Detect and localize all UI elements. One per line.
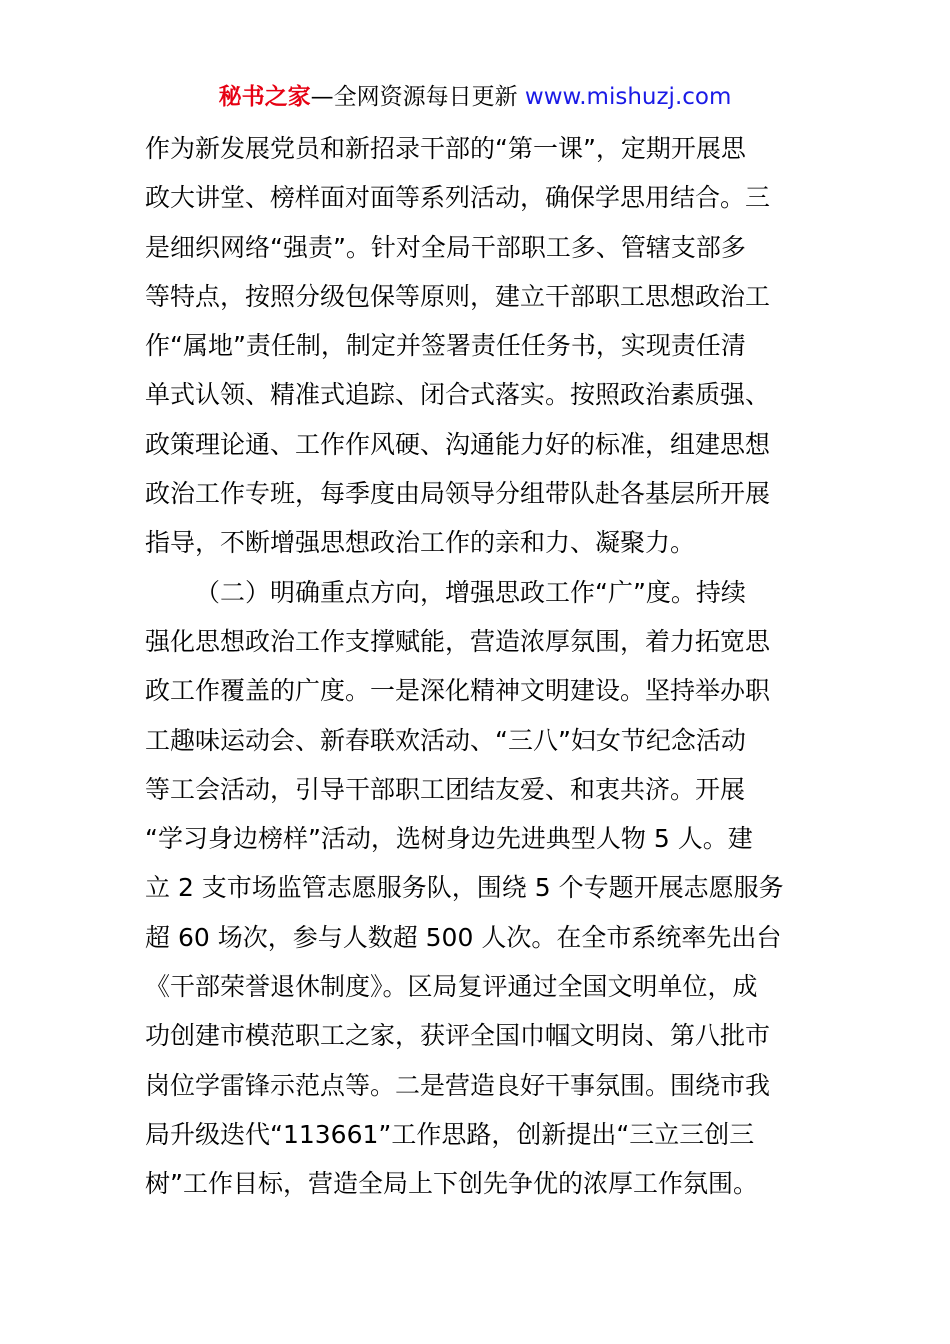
header-tagline: —全网资源每日更新 xyxy=(310,84,525,110)
text-line: “学习身边榜样”活动，选树身边先进典型人物 5 人。建 xyxy=(145,824,753,854)
text-line: 指导，不断增强思想政治工作的亲和力、凝聚力。 xyxy=(145,528,696,558)
text-line: 强化思想政治工作支撑赋能，营造浓厚氛围，着力拓宽思 xyxy=(145,626,771,656)
text-line: 政工作覆盖的广度。一是深化精神文明建设。坚持举办职 xyxy=(145,676,771,706)
text-line: 作为新发展党员和新招录干部的“第一课”，定期开展思 xyxy=(145,134,746,163)
body-text xyxy=(145,124,810,1209)
text-line: 岗位学雷锋示范点等。二是营造良好干事氛围。围绕市我 xyxy=(145,1070,771,1100)
text-line: 功创建市模范职工之家，获评全国巾帼文明岗、第八批市 xyxy=(145,1021,771,1051)
text-line: 作“属地”责任制，制定并签署责任任务书，实现责任清 xyxy=(145,331,746,361)
page-header xyxy=(0,82,950,112)
text-line: 工趣味运动会、新春联欢活动、“三八”妇女节纪念活动 xyxy=(145,725,746,755)
text-line: 等特点，按照分级包保等原则，建立干部职工思想政治工 xyxy=(145,281,771,311)
text-line: 立 2 支市场监管志愿服务队，围绕 5 个专题开展志愿服务 xyxy=(145,873,784,903)
text-line: 局升级迭代“113661”工作思路，创新提出“三立三创三 xyxy=(145,1119,755,1149)
text-line: 单式认领、精准式追踪、闭合式落实。按照政治素质强、 xyxy=(145,380,771,410)
text-line: 超 60 场次，参与人数超 500 人次。在全市系统率先出台 xyxy=(145,922,782,952)
header-url[interactable]: www.mishuzj.com xyxy=(524,84,732,110)
section-heading-line: （二）明确重点方向，增强思政工作“广”度。持续 xyxy=(195,577,746,607)
text-line: 政治工作专班，每季度由局领导分组带队赴各基层所开展 xyxy=(145,479,771,509)
text-line: 《干部荣誉退休制度》。区局复评通过全国文明单位，成 xyxy=(145,972,758,1002)
text-line: 政策理论通、工作作风硬、沟通能力好的标准，组建思想 xyxy=(145,429,771,459)
text-line: 是细织网络“强责”。针对全局干部职工多、管辖支部多 xyxy=(145,232,746,262)
text-line: 等工会活动，引导干部职工团结友爱、和衷共济。开展 xyxy=(145,774,746,804)
text-line: 树”工作目标，营造全局上下创先争优的浓厚工作氛围。 xyxy=(145,1169,758,1199)
header-brand: 秘书之家 xyxy=(218,84,311,110)
text-line: 政大讲堂、榜样面对面等系列活动，确保学思用结合。三 xyxy=(145,183,771,213)
